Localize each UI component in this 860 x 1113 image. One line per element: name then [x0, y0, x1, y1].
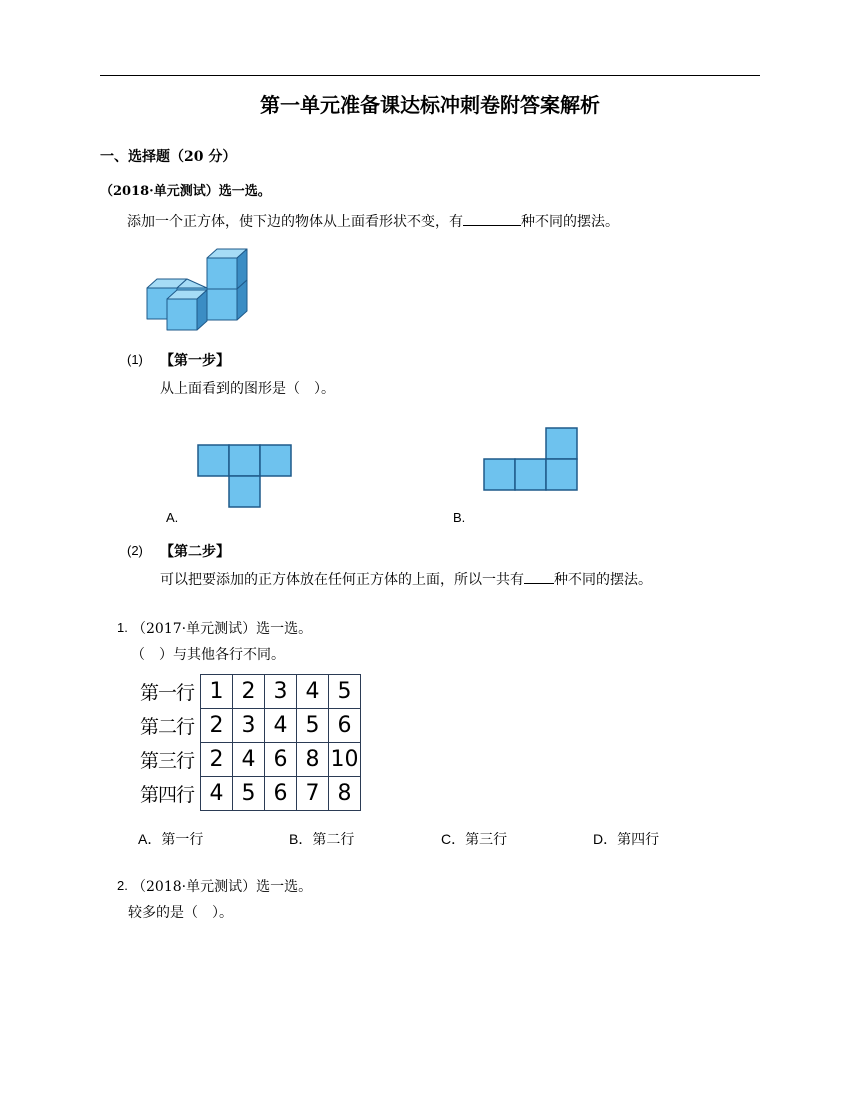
table-cell: 2	[201, 709, 233, 743]
table-cell: 4	[297, 675, 329, 709]
q0-sub1-number: (1)	[127, 352, 143, 367]
table-cell: 6	[265, 743, 297, 777]
page-title: 第一单元准备课达标冲刺卷附答案解析	[260, 93, 600, 117]
q0-sub2-text-after: 种不同的摆法。	[554, 572, 652, 588]
table-cell: 5	[297, 709, 329, 743]
table-row	[126, 675, 361, 709]
table-cell: 1	[201, 675, 233, 709]
table-cell: 6	[265, 777, 297, 811]
q1-option-c-letter: C．	[441, 831, 466, 847]
q1-option-a[interactable]	[138, 829, 203, 849]
row-label: 第二行	[139, 716, 194, 738]
q0-sub2-step: 【第二步】	[160, 544, 230, 560]
table-cell: 3	[233, 709, 265, 743]
table-cell: 2	[233, 675, 265, 709]
table-cell: 4	[265, 709, 297, 743]
q0-stem	[127, 210, 619, 231]
table-cell: 10	[329, 743, 361, 777]
q0-sub2-text-before: 可以把要添加的正方体放在任何正方体的上面，所以一共有	[160, 572, 524, 588]
q0-source: （2018·单元测试）选一选。	[100, 184, 271, 199]
q1-option-c-text: 第三行	[465, 832, 508, 848]
q0-sub2-number: (2)	[127, 543, 143, 558]
q2-stem: 较多的是（ ）。	[128, 905, 233, 921]
q0-sub1-text: 从上面看到的图形是（ ）。	[160, 381, 335, 397]
table-cell: 5	[329, 675, 361, 709]
table-cell: 8	[329, 777, 361, 811]
q0-stem-before: 添加一个正方体，使下边的物体从上面看形状不变，有	[127, 214, 463, 230]
q0-sub2-answer-blank	[524, 568, 554, 584]
q1-option-b-text: 第二行	[312, 832, 355, 848]
q2-number: 2.	[117, 878, 128, 893]
row-label: 第三行	[139, 750, 194, 772]
q0-sub1-step: 【第一步】	[160, 353, 230, 369]
q1-option-d[interactable]	[593, 829, 659, 849]
row-label: 第四行	[139, 784, 194, 806]
q1-option-a-letter: A．	[138, 831, 162, 847]
table-cell: 4	[233, 743, 265, 777]
table-cell: 5	[233, 777, 265, 811]
table-cell: 8	[297, 743, 329, 777]
q0-answer-blank	[463, 210, 521, 226]
table-row	[126, 709, 361, 743]
q1-source: （2017·单元测试）选一选。	[132, 621, 313, 637]
q0-stem-after: 种不同的摆法。	[521, 214, 619, 230]
option-a-label[interactable]: A.	[166, 510, 179, 525]
section-heading: 一、选择题（20 分）	[100, 149, 237, 165]
table-cell: 6	[329, 709, 361, 743]
q1-stem: （ ）与其他各行不同。	[131, 647, 285, 663]
q1-number: 1.	[117, 620, 128, 635]
q1-option-b-letter: B．	[289, 831, 313, 847]
header-rule	[100, 75, 760, 76]
table-cell: 7	[297, 777, 329, 811]
row-label: 第一行	[139, 682, 194, 704]
q1-option-d-letter: D．	[593, 831, 618, 847]
option-b-label[interactable]: B.	[453, 510, 466, 525]
option-b-shape	[483, 427, 580, 491]
table-cell: 2	[201, 743, 233, 777]
table-cell: 4	[201, 777, 233, 811]
number-table	[126, 674, 361, 811]
cube-stack-figure	[140, 242, 255, 334]
q1-option-a-text: 第一行	[161, 832, 204, 848]
table-row	[126, 743, 361, 777]
q1-option-c[interactable]	[441, 829, 507, 849]
q2-source: （2018·单元测试）选一选。	[132, 879, 313, 895]
q1-option-b[interactable]	[289, 829, 354, 849]
table-row	[126, 777, 361, 811]
q1-option-d-text: 第四行	[617, 832, 660, 848]
q0-sub2-text	[160, 568, 652, 589]
table-cell: 3	[265, 675, 297, 709]
option-a-shape	[197, 444, 294, 508]
